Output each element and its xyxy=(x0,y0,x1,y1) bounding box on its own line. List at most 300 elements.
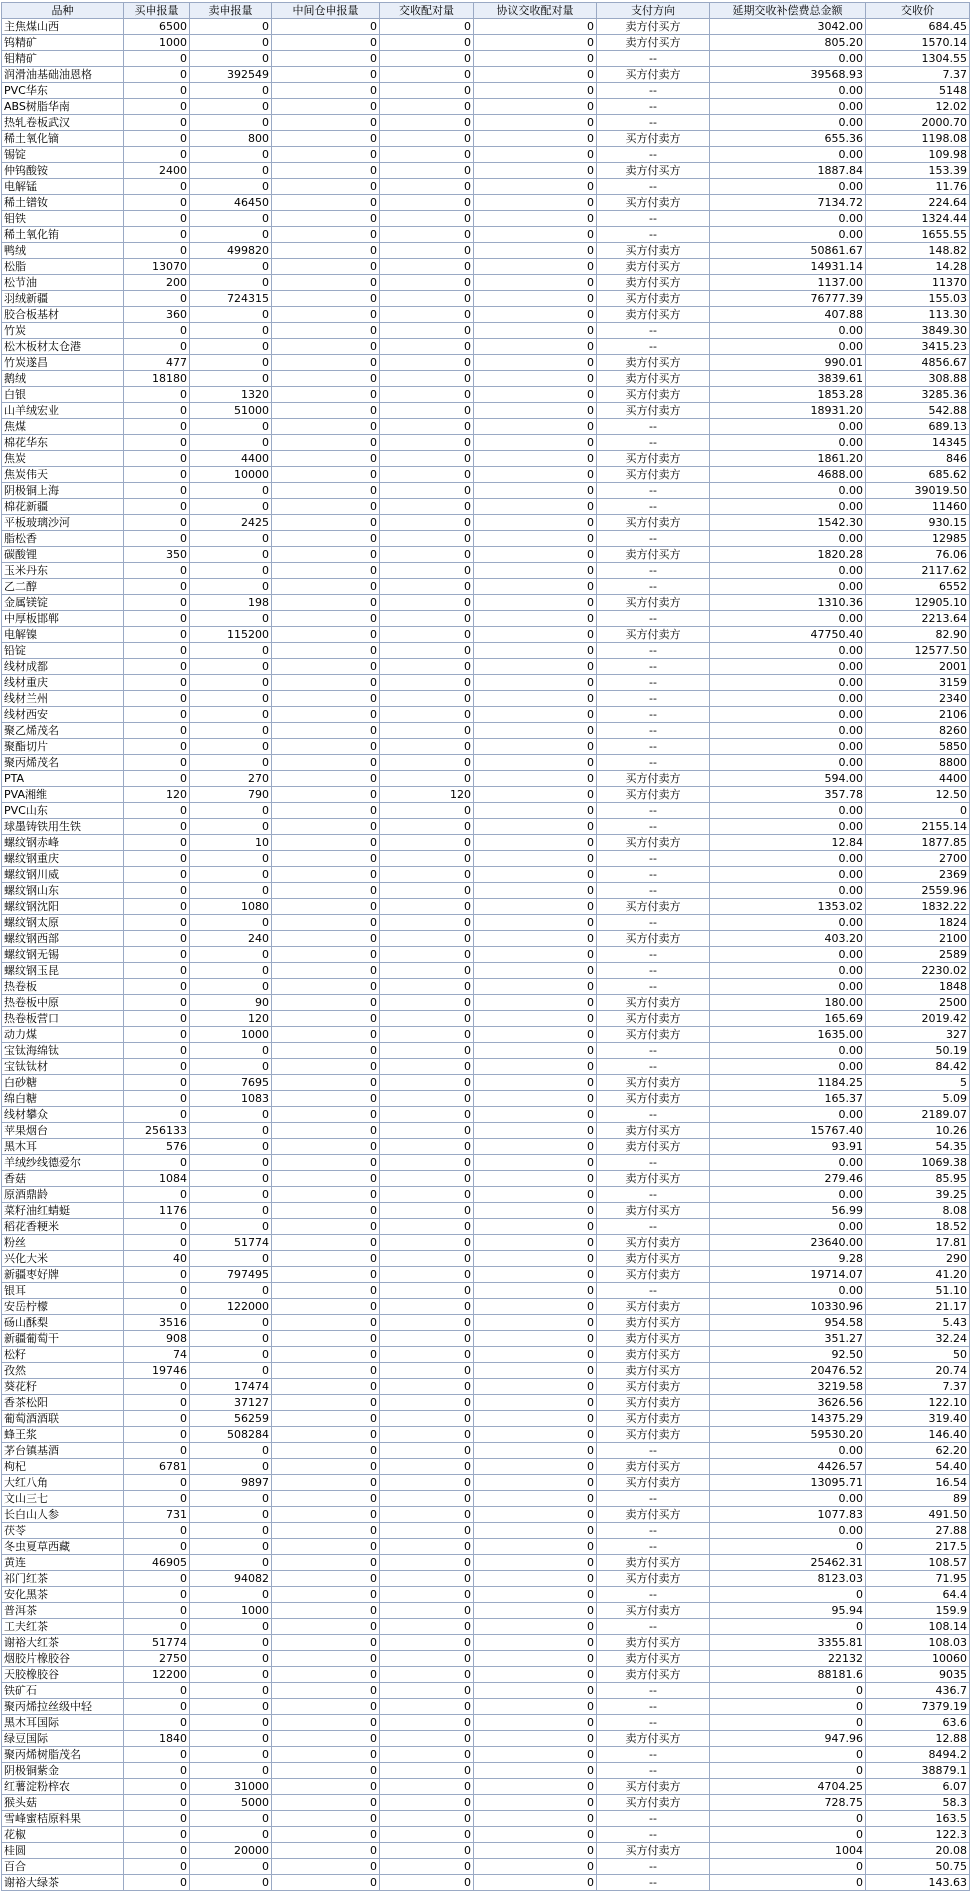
cell-sell-qty: 4400 xyxy=(190,451,272,467)
cell-sell-qty: 0 xyxy=(190,723,272,739)
cell-sell-qty: 0 xyxy=(190,19,272,35)
cell-sell-qty: 0 xyxy=(190,547,272,563)
cell-buy-qty: 0 xyxy=(124,179,190,195)
cell-compensation-total: 0.00 xyxy=(710,1283,866,1299)
cell-agreement-match: 0 xyxy=(474,227,597,243)
cell-agreement-match: 0 xyxy=(474,1187,597,1203)
cell-sell-qty: 0 xyxy=(190,755,272,771)
cell-pay-direction: -- xyxy=(597,659,710,675)
table-row[interactable] xyxy=(2,99,970,115)
cell-middle-warehouse: 0 xyxy=(272,595,380,611)
cell-delivery-price: 290 xyxy=(866,1251,970,1267)
table-row[interactable] xyxy=(2,211,970,227)
table-row[interactable] xyxy=(2,1347,970,1363)
cell-product: 稀土镨钕 xyxy=(2,195,124,211)
cell-pay-direction: 卖方付买方 xyxy=(597,1651,710,1667)
cell-delivery-match: 0 xyxy=(380,1315,474,1331)
table-row[interactable] xyxy=(2,115,970,131)
cell-pay-direction: 买方付卖方 xyxy=(597,1427,710,1443)
cell-product: 工夫红茶 xyxy=(2,1619,124,1635)
table-row[interactable] xyxy=(2,531,970,547)
cell-buy-qty: 0 xyxy=(124,1715,190,1731)
header-buy-qty[interactable]: 买申报量 xyxy=(124,3,190,19)
cell-delivery-match: 0 xyxy=(380,1587,474,1603)
cell-middle-warehouse: 0 xyxy=(272,1779,380,1795)
table-row[interactable] xyxy=(2,467,970,483)
cell-delivery-price: 2340 xyxy=(866,691,970,707)
cell-delivery-price: 8.08 xyxy=(866,1203,970,1219)
table-row[interactable] xyxy=(2,307,970,323)
cell-product: 钼铁 xyxy=(2,211,124,227)
cell-sell-qty: 0 xyxy=(190,35,272,51)
table-row[interactable] xyxy=(2,1443,970,1459)
cell-pay-direction: 买方付卖方 xyxy=(597,771,710,787)
cell-sell-qty: 7695 xyxy=(190,1075,272,1091)
table-row[interactable] xyxy=(2,67,970,83)
header-delivery-price[interactable]: 交收价 xyxy=(866,3,970,19)
cell-delivery-match: 0 xyxy=(380,1875,474,1891)
table-row[interactable] xyxy=(2,1651,970,1667)
cell-compensation-total: 0.00 xyxy=(710,179,866,195)
table-row[interactable] xyxy=(2,1555,970,1571)
table-row[interactable] xyxy=(2,1059,970,1075)
table-row[interactable] xyxy=(2,1299,970,1315)
table-row[interactable] xyxy=(2,1155,970,1171)
cell-buy-qty: 0 xyxy=(124,739,190,755)
cell-middle-warehouse: 0 xyxy=(272,1027,380,1043)
table-row[interactable] xyxy=(2,1171,970,1187)
cell-buy-qty: 0 xyxy=(124,851,190,867)
cell-sell-qty: 0 xyxy=(190,147,272,163)
cell-product: 松脂 xyxy=(2,259,124,275)
table-row[interactable] xyxy=(2,435,970,451)
cell-product: 螺纹钢太原 xyxy=(2,915,124,931)
cell-product: 乙二醇 xyxy=(2,579,124,595)
cell-agreement-match: 0 xyxy=(474,243,597,259)
cell-pay-direction: 卖方付买方 xyxy=(597,547,710,563)
cell-delivery-price: 3415.23 xyxy=(866,339,970,355)
cell-agreement-match: 0 xyxy=(474,1123,597,1139)
table-row[interactable] xyxy=(2,579,970,595)
cell-agreement-match: 0 xyxy=(474,51,597,67)
cell-product: 松籽 xyxy=(2,1347,124,1363)
cell-middle-warehouse: 0 xyxy=(272,323,380,339)
cell-product: 热卷板 xyxy=(2,979,124,995)
cell-compensation-total: 1635.00 xyxy=(710,1027,866,1043)
cell-agreement-match: 0 xyxy=(474,1251,597,1267)
cell-agreement-match: 0 xyxy=(474,291,597,307)
table-row[interactable] xyxy=(2,1875,970,1891)
header-agreement-match[interactable]: 协议交收配对量 xyxy=(474,3,597,19)
table-row[interactable] xyxy=(2,1571,970,1587)
table-row[interactable] xyxy=(2,1379,970,1395)
table-row[interactable] xyxy=(2,1411,970,1427)
cell-pay-direction: 买方付卖方 xyxy=(597,67,710,83)
cell-sell-qty: 0 xyxy=(190,1123,272,1139)
table-row[interactable] xyxy=(2,35,970,51)
cell-sell-qty: 1000 xyxy=(190,1027,272,1043)
cell-delivery-price: 12577.50 xyxy=(866,643,970,659)
cell-delivery-price: 2155.14 xyxy=(866,819,970,835)
cell-product: 主焦煤山西 xyxy=(2,19,124,35)
table-row[interactable] xyxy=(2,1075,970,1091)
table-row[interactable] xyxy=(2,275,970,291)
cell-compensation-total: 594.00 xyxy=(710,771,866,787)
table-row[interactable] xyxy=(2,515,970,531)
cell-delivery-price: 2500 xyxy=(866,995,970,1011)
table-row[interactable] xyxy=(2,483,970,499)
table-row[interactable] xyxy=(2,947,970,963)
table-row[interactable] xyxy=(2,1267,970,1283)
cell-delivery-match: 0 xyxy=(380,1763,474,1779)
table-row[interactable] xyxy=(2,451,970,467)
cell-delivery-price: 12.88 xyxy=(866,1731,970,1747)
cell-middle-warehouse: 0 xyxy=(272,1875,380,1891)
cell-delivery-price: 1655.55 xyxy=(866,227,970,243)
table-row[interactable] xyxy=(2,723,970,739)
table-row[interactable] xyxy=(2,627,970,643)
table-row[interactable] xyxy=(2,995,970,1011)
cell-delivery-match: 0 xyxy=(380,675,474,691)
table-row[interactable] xyxy=(2,1683,970,1699)
cell-middle-warehouse: 0 xyxy=(272,99,380,115)
table-row[interactable] xyxy=(2,371,970,387)
cell-pay-direction: -- xyxy=(597,979,710,995)
table-row[interactable] xyxy=(2,1475,970,1491)
table-row[interactable] xyxy=(2,1491,970,1507)
cell-sell-qty: 0 xyxy=(190,947,272,963)
cell-pay-direction: -- xyxy=(597,1523,710,1539)
table-row[interactable] xyxy=(2,963,970,979)
table-row[interactable] xyxy=(2,147,970,163)
cell-middle-warehouse: 0 xyxy=(272,1379,380,1395)
table-row[interactable] xyxy=(2,1283,970,1299)
cell-delivery-match: 0 xyxy=(380,355,474,371)
table-row[interactable] xyxy=(2,1843,970,1859)
header-delivery-match[interactable]: 交收配对量 xyxy=(380,3,474,19)
cell-buy-qty: 0 xyxy=(124,1395,190,1411)
table-row[interactable] xyxy=(2,1459,970,1475)
cell-delivery-match: 0 xyxy=(380,691,474,707)
header-pay-direction[interactable]: 支付方向 xyxy=(597,3,710,19)
table-row[interactable] xyxy=(2,1795,970,1811)
cell-agreement-match: 0 xyxy=(474,1507,597,1523)
cell-compensation-total: 0.00 xyxy=(710,83,866,99)
header-product[interactable]: 品种 xyxy=(2,3,124,19)
table-row[interactable] xyxy=(2,707,970,723)
table-row[interactable] xyxy=(2,499,970,515)
cell-middle-warehouse: 0 xyxy=(272,979,380,995)
header-middle-warehouse[interactable]: 中间仓申报量 xyxy=(272,3,380,19)
cell-product: 阴极铜上海 xyxy=(2,483,124,499)
table-row[interactable] xyxy=(2,227,970,243)
cell-buy-qty: 0 xyxy=(124,1043,190,1059)
table-row[interactable] xyxy=(2,1107,970,1123)
cell-sell-qty: 0 xyxy=(190,1763,272,1779)
cell-delivery-price: 155.03 xyxy=(866,291,970,307)
cell-middle-warehouse: 0 xyxy=(272,755,380,771)
cell-compensation-total: 0.00 xyxy=(710,531,866,547)
table-row[interactable] xyxy=(2,1091,970,1107)
cell-product: 螺纹钢无锡 xyxy=(2,947,124,963)
cell-middle-warehouse: 0 xyxy=(272,947,380,963)
table-row[interactable] xyxy=(2,1731,970,1747)
cell-delivery-price: 108.57 xyxy=(866,1555,970,1571)
cell-delivery-price: 3849.30 xyxy=(866,323,970,339)
cell-sell-qty: 0 xyxy=(190,1059,272,1075)
table-row[interactable] xyxy=(2,547,970,563)
cell-pay-direction: -- xyxy=(597,1059,710,1075)
cell-middle-warehouse: 0 xyxy=(272,1411,380,1427)
table-row[interactable] xyxy=(2,195,970,211)
cell-buy-qty: 0 xyxy=(124,947,190,963)
cell-sell-qty: 0 xyxy=(190,1555,272,1571)
table-row[interactable] xyxy=(2,339,970,355)
table-row[interactable] xyxy=(2,1827,970,1843)
cell-middle-warehouse: 0 xyxy=(272,1171,380,1187)
cell-delivery-price: 17.81 xyxy=(866,1235,970,1251)
cell-agreement-match: 0 xyxy=(474,1427,597,1443)
table-row[interactable] xyxy=(2,1779,970,1795)
cell-product: 冬虫夏草西藏 xyxy=(2,1539,124,1555)
cell-sell-qty: 0 xyxy=(190,979,272,995)
cell-agreement-match: 0 xyxy=(474,691,597,707)
table-row[interactable] xyxy=(2,403,970,419)
cell-agreement-match: 0 xyxy=(474,1667,597,1683)
cell-compensation-total: 1004 xyxy=(710,1843,866,1859)
table-row[interactable] xyxy=(2,1219,970,1235)
cell-agreement-match: 0 xyxy=(474,1459,597,1475)
table-row[interactable] xyxy=(2,163,970,179)
table-row[interactable] xyxy=(2,1507,970,1523)
cell-delivery-price: 27.88 xyxy=(866,1523,970,1539)
table-row[interactable] xyxy=(2,131,970,147)
table-row[interactable] xyxy=(2,915,970,931)
table-row[interactable] xyxy=(2,179,970,195)
cell-product: 雪峰蜜桔原料果 xyxy=(2,1811,124,1827)
cell-delivery-match: 0 xyxy=(380,1219,474,1235)
cell-middle-warehouse: 0 xyxy=(272,835,380,851)
table-row[interactable] xyxy=(2,659,970,675)
cell-delivery-match: 0 xyxy=(380,723,474,739)
cell-agreement-match: 0 xyxy=(474,931,597,947)
cell-sell-qty: 31000 xyxy=(190,1779,272,1795)
table-row[interactable] xyxy=(2,819,970,835)
cell-delivery-price: 159.9 xyxy=(866,1603,970,1619)
cell-buy-qty: 6500 xyxy=(124,19,190,35)
header-sell-qty[interactable]: 卖申报量 xyxy=(190,3,272,19)
table-row[interactable] xyxy=(2,19,970,35)
cell-compensation-total: 0.00 xyxy=(710,1491,866,1507)
table-row[interactable] xyxy=(2,883,970,899)
cell-compensation-total: 0 xyxy=(710,1859,866,1875)
cell-product: 线材重庆 xyxy=(2,675,124,691)
cell-pay-direction: -- xyxy=(597,643,710,659)
table-row[interactable] xyxy=(2,387,970,403)
cell-product: 螺纹钢赤峰 xyxy=(2,835,124,851)
table-row[interactable] xyxy=(2,1139,970,1155)
cell-delivery-price: 21.17 xyxy=(866,1299,970,1315)
table-row[interactable] xyxy=(2,243,970,259)
cell-delivery-price: 51.10 xyxy=(866,1283,970,1299)
cell-pay-direction: 卖方付买方 xyxy=(597,1315,710,1331)
cell-pay-direction: -- xyxy=(597,499,710,515)
cell-delivery-price: 1304.55 xyxy=(866,51,970,67)
cell-buy-qty: 0 xyxy=(124,1539,190,1555)
cell-delivery-price: 1848 xyxy=(866,979,970,995)
cell-delivery-match: 0 xyxy=(380,531,474,547)
cell-delivery-price: 1069.38 xyxy=(866,1155,970,1171)
table-row[interactable] xyxy=(2,1699,970,1715)
cell-compensation-total: 1353.02 xyxy=(710,899,866,915)
cell-agreement-match: 0 xyxy=(474,627,597,643)
cell-buy-qty: 0 xyxy=(124,419,190,435)
cell-middle-warehouse: 0 xyxy=(272,723,380,739)
table-row[interactable] xyxy=(2,1043,970,1059)
cell-delivery-price: 846 xyxy=(866,451,970,467)
cell-buy-qty: 0 xyxy=(124,1811,190,1827)
table-row[interactable] xyxy=(2,1539,970,1555)
cell-middle-warehouse: 0 xyxy=(272,1267,380,1283)
cell-buy-qty: 0 xyxy=(124,915,190,931)
table-row[interactable] xyxy=(2,691,970,707)
cell-product: 蜂王浆 xyxy=(2,1427,124,1443)
cell-middle-warehouse: 0 xyxy=(272,51,380,67)
table-row[interactable] xyxy=(2,1123,970,1139)
cell-sell-qty: 0 xyxy=(190,1043,272,1059)
table-row[interactable] xyxy=(2,1667,970,1683)
cell-delivery-match: 0 xyxy=(380,979,474,995)
table-row[interactable] xyxy=(2,867,970,883)
cell-product: 茅台镇基酒 xyxy=(2,1443,124,1459)
table-row[interactable] xyxy=(2,419,970,435)
table-row[interactable] xyxy=(2,835,970,851)
cell-buy-qty: 0 xyxy=(124,1011,190,1027)
table-row[interactable] xyxy=(2,1635,970,1651)
cell-middle-warehouse: 0 xyxy=(272,1363,380,1379)
table-row[interactable] xyxy=(2,83,970,99)
table-row[interactable] xyxy=(2,1187,970,1203)
table-row[interactable] xyxy=(2,595,970,611)
table-row[interactable] xyxy=(2,899,970,915)
table-row[interactable] xyxy=(2,1859,970,1875)
cell-buy-qty: 0 xyxy=(124,387,190,403)
table-row[interactable] xyxy=(2,739,970,755)
table-row[interactable] xyxy=(2,979,970,995)
cell-agreement-match: 0 xyxy=(474,579,597,595)
cell-buy-qty: 0 xyxy=(124,595,190,611)
table-row[interactable] xyxy=(2,643,970,659)
cell-compensation-total: 76777.39 xyxy=(710,291,866,307)
table-row[interactable] xyxy=(2,259,970,275)
cell-sell-qty: 0 xyxy=(190,1747,272,1763)
cell-middle-warehouse: 0 xyxy=(272,1795,380,1811)
cell-sell-qty: 0 xyxy=(190,1219,272,1235)
cell-sell-qty: 0 xyxy=(190,1635,272,1651)
cell-agreement-match: 0 xyxy=(474,1555,597,1571)
table-row[interactable] xyxy=(2,1235,970,1251)
cell-sell-qty: 240 xyxy=(190,931,272,947)
table-row[interactable] xyxy=(2,1427,970,1443)
cell-delivery-price: 8260 xyxy=(866,723,970,739)
cell-pay-direction: 买方付卖方 xyxy=(597,995,710,1011)
cell-middle-warehouse: 0 xyxy=(272,499,380,515)
cell-buy-qty: 0 xyxy=(124,1283,190,1299)
cell-delivery-match: 0 xyxy=(380,419,474,435)
table-row[interactable] xyxy=(2,291,970,307)
cell-agreement-match: 0 xyxy=(474,1731,597,1747)
table-row[interactable] xyxy=(2,1251,970,1267)
table-row[interactable] xyxy=(2,1363,970,1379)
cell-delivery-price: 9035 xyxy=(866,1667,970,1683)
cell-buy-qty: 0 xyxy=(124,1747,190,1763)
table-row[interactable] xyxy=(2,787,970,803)
table-row[interactable] xyxy=(2,931,970,947)
cell-pay-direction: 买方付卖方 xyxy=(597,835,710,851)
cell-pay-direction: -- xyxy=(597,147,710,163)
cell-product: 线材攀众 xyxy=(2,1107,124,1123)
cell-compensation-total: 4426.57 xyxy=(710,1459,866,1475)
header-compensation-total[interactable]: 延期交收补偿费总金额 xyxy=(710,3,866,19)
cell-agreement-match: 0 xyxy=(474,995,597,1011)
table-row[interactable] xyxy=(2,803,970,819)
cell-product: 润滑油基础油恩格 xyxy=(2,67,124,83)
table-row[interactable] xyxy=(2,323,970,339)
table-row[interactable] xyxy=(2,1763,970,1779)
table-row[interactable] xyxy=(2,611,970,627)
cell-middle-warehouse: 0 xyxy=(272,163,380,179)
table-row[interactable] xyxy=(2,771,970,787)
cell-compensation-total: 954.58 xyxy=(710,1315,866,1331)
table-row[interactable] xyxy=(2,755,970,771)
table-row[interactable] xyxy=(2,1523,970,1539)
table-row[interactable] xyxy=(2,1747,970,1763)
table-row[interactable] xyxy=(2,1395,970,1411)
table-row[interactable] xyxy=(2,355,970,371)
cell-delivery-match: 0 xyxy=(380,403,474,419)
table-row[interactable] xyxy=(2,1011,970,1027)
table-row[interactable] xyxy=(2,51,970,67)
cell-middle-warehouse: 0 xyxy=(272,419,380,435)
table-row[interactable] xyxy=(2,1715,970,1731)
table-row[interactable] xyxy=(2,563,970,579)
cell-delivery-match: 0 xyxy=(380,1075,474,1091)
table-row[interactable] xyxy=(2,1587,970,1603)
cell-pay-direction: 卖方付买方 xyxy=(597,1331,710,1347)
cell-sell-qty: 37127 xyxy=(190,1395,272,1411)
cell-delivery-price: 2189.07 xyxy=(866,1107,970,1123)
cell-buy-qty: 0 xyxy=(124,963,190,979)
cell-delivery-match: 0 xyxy=(380,1523,474,1539)
table-row[interactable] xyxy=(2,1315,970,1331)
table-row[interactable] xyxy=(2,1203,970,1219)
table-row[interactable] xyxy=(2,1027,970,1043)
table-row[interactable] xyxy=(2,1619,970,1635)
table-row[interactable] xyxy=(2,851,970,867)
cell-middle-warehouse: 0 xyxy=(272,931,380,947)
cell-product: 枸杞 xyxy=(2,1459,124,1475)
table-row[interactable] xyxy=(2,1811,970,1827)
cell-delivery-match: 0 xyxy=(380,115,474,131)
cell-buy-qty: 0 xyxy=(124,435,190,451)
table-row[interactable] xyxy=(2,675,970,691)
cell-buy-qty: 0 xyxy=(124,99,190,115)
cell-delivery-match: 0 xyxy=(380,1667,474,1683)
table-row[interactable] xyxy=(2,1603,970,1619)
cell-compensation-total: 0.00 xyxy=(710,1043,866,1059)
cell-middle-warehouse: 0 xyxy=(272,1251,380,1267)
table-row[interactable] xyxy=(2,1331,970,1347)
